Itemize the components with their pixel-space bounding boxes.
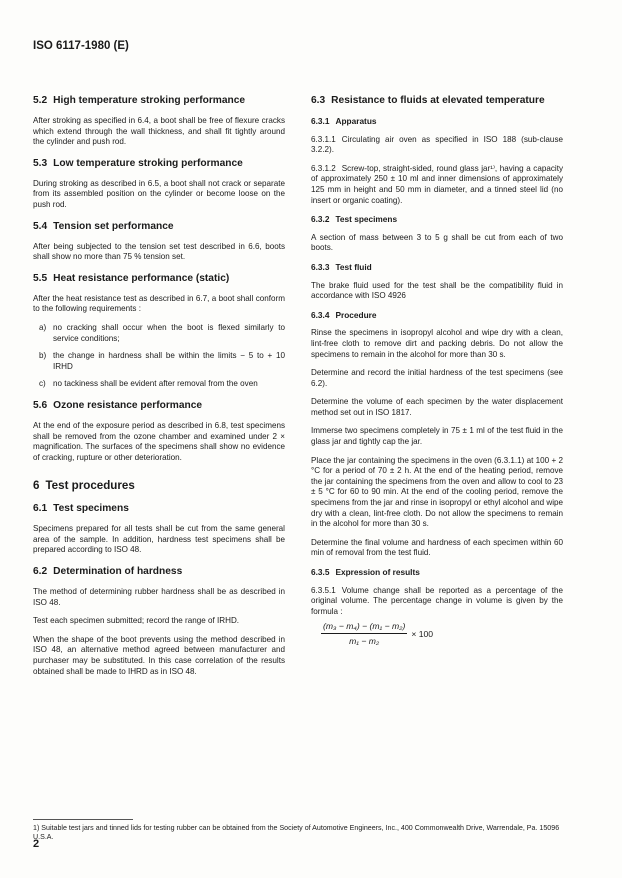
section-heading: 5.4 Tension set performance bbox=[33, 220, 174, 232]
section-5-2 bbox=[33, 95, 285, 148]
subsection-heading: 6.3.5 Expression of results bbox=[311, 567, 420, 577]
volume-change-formula bbox=[321, 621, 563, 646]
page-number: 2 bbox=[33, 838, 40, 850]
left-column bbox=[33, 95, 285, 687]
paragraph: Specimens prepared for all tests shall be cut from the same general area of the sample. In addition, hardness test specimens shall be prepared according to ISO 48. bbox=[33, 524, 285, 555]
paragraph: Determine the volume of each specimen by the water displacement method set out in ISO 1817. bbox=[311, 397, 563, 417]
paragraph: Test each specimen submitted; record the range of IRHD. bbox=[33, 616, 240, 626]
paragraph: Place the jar containing the specimens in the oven (6.3.1.1) at 100 + 2 °C for a period of 70 ± 2 h. At the end of the heating period, remove the jar containing the specimens from the oven and allow to cool to 23 ± 5 °C for 60 to 90 min. At the end of the cooling period, remove the specimens from the jar and rinse in isopropyl or ethyl alcohol and wipe dry with a clean, lint-free cloth. Do not allow the specimens to remain in the alcohol for more than 30 s. bbox=[311, 455, 563, 529]
section-5-3 bbox=[33, 158, 285, 211]
section-heading: 6.2 Determination of hardness bbox=[33, 566, 183, 578]
list-item: b) the change in hardness shall be within the limits − 5 to + 10 IRHD bbox=[39, 351, 285, 371]
paragraph: The method of determining rubber hardness shall be as described in ISO 48. bbox=[33, 587, 285, 607]
paragraph: During stroking as described in 6.5, a boot shall not crack or separate from its assembled position on the cylinder or become loose on the push rod. bbox=[33, 178, 285, 209]
paragraph: 6.3.1.1 Circulating air oven as specified in ISO 188 (sub-clause 3.2.2). bbox=[311, 134, 563, 155]
section-5-4 bbox=[33, 221, 285, 263]
section-6-1 bbox=[33, 503, 285, 556]
subsection-heading: 6.3.3 Test fluid bbox=[311, 261, 372, 272]
section-heading: 5.3 Low temperature stroking performance bbox=[33, 157, 243, 169]
footnote: 1) Suitable test jars and tinned lids for testing rubber can be obtained from the Society of Automotive Engineers, Inc., 400 Commonwealth Drive, Warrendale, Pa. 15096 U.S.A. bbox=[33, 824, 560, 841]
paragraph: The brake fluid used for the test shall be the compatibility fluid in accordance with ISO 4926 bbox=[311, 280, 563, 301]
section-heading: 6.1 Test specimens bbox=[33, 503, 129, 515]
formula-fraction bbox=[321, 621, 407, 646]
paragraph: 6.3.1.2 Screw-top, straight-sided, round glass jar¹⁾, having a capacity of approximately 250 ± 10 ml and inner dimensions of approximately 125 mm in height and 50 mm in diameter, and a tinned steel lid (no insert or organic coating). bbox=[311, 163, 563, 205]
section-heading: 6.3 Resistance to fluids at elevated temperature bbox=[311, 95, 545, 106]
formula-numerator: (m₃ − m₄) − (m₁ − m₂) bbox=[321, 621, 407, 634]
paragraph: 6.3.5.1 Volume change shall be reported as a percentage of the original volume. The percentage change in volume is given by the formula : bbox=[311, 585, 563, 616]
paragraph: After the heat resistance test as described in 6.7, a boot shall conform to the following requirements : bbox=[33, 293, 285, 314]
chapter-heading: 6 Test procedures bbox=[33, 479, 135, 493]
paragraph: Immerse two specimens completely in 75 ± 1 ml of the test fluid in the glass jar and tightly cap the jar. bbox=[311, 426, 563, 447]
formula-multiplier: × 100 bbox=[411, 628, 434, 639]
subsection-heading: 6.3.4 Procedure bbox=[311, 309, 377, 320]
list-item: c) no tackiness shall be evident after removal from the oven bbox=[39, 379, 258, 389]
paragraph: Rinse the specimens in isopropyl alcohol and wipe dry with a clean, lint-free cloth to remove dirt and packing debris. Do not allow the specimens to remain in the alcohol for more than 30 s. bbox=[311, 328, 563, 359]
section-5-6 bbox=[33, 400, 285, 463]
paragraph: After stroking as specified in 6.4, a boot shall be free of flexure cracks which extend through the wall thickness, and shall fit tightly around the cylinder and push rod. bbox=[33, 116, 285, 147]
paragraph: Determine and record the initial hardness of the test specimens (see 6.2). bbox=[311, 368, 563, 388]
subsection-heading: 6.3.1 Apparatus bbox=[311, 116, 377, 126]
paragraph: At the end of the exposure period as described in 6.8, test specimens shall be removed from the ozone chamber and examined under 2 × magnification. The surfaces of the specimens shall show no evidence of cracking, rupture or other deterioration. bbox=[33, 420, 285, 462]
section-heading: 5.2 High temperature stroking performance bbox=[33, 95, 246, 106]
section-heading: 5.5 Heat resistance performance (static) bbox=[33, 272, 230, 284]
right-column bbox=[311, 95, 563, 647]
list-item: a) no cracking shall occur when the boot is flexed similarly to service conditions; bbox=[39, 322, 285, 343]
paragraph: When the shape of the boot prevents using the method described in ISO 48, an alternative method agreed between manufacturer and purchaser may be substituted. In this case correlation of the results obtained shall be made to IHRD as in ISO 48. bbox=[33, 634, 285, 676]
paragraph: After being subjected to the tension set test described in 6.6, boots shall show no more than 75 % tension set. bbox=[33, 241, 285, 262]
subsection-heading: 6.3.2 Test specimens bbox=[311, 214, 398, 225]
footnote-divider bbox=[33, 819, 133, 820]
section-heading: 5.6 Ozone resistance performance bbox=[33, 399, 203, 411]
section-6-2 bbox=[33, 566, 285, 677]
paragraph: A section of mass between 3 to 5 g shall be cut from each of two boots. bbox=[311, 232, 563, 253]
document-header: ISO 6117-1980 (E) bbox=[33, 40, 129, 52]
paragraph: Determine the final volume and hardness of each specimen within 60 min of removal from the test fluid. bbox=[311, 537, 563, 558]
section-5-5 bbox=[33, 273, 285, 390]
formula-denominator: m₁ − m₂ bbox=[349, 635, 380, 646]
